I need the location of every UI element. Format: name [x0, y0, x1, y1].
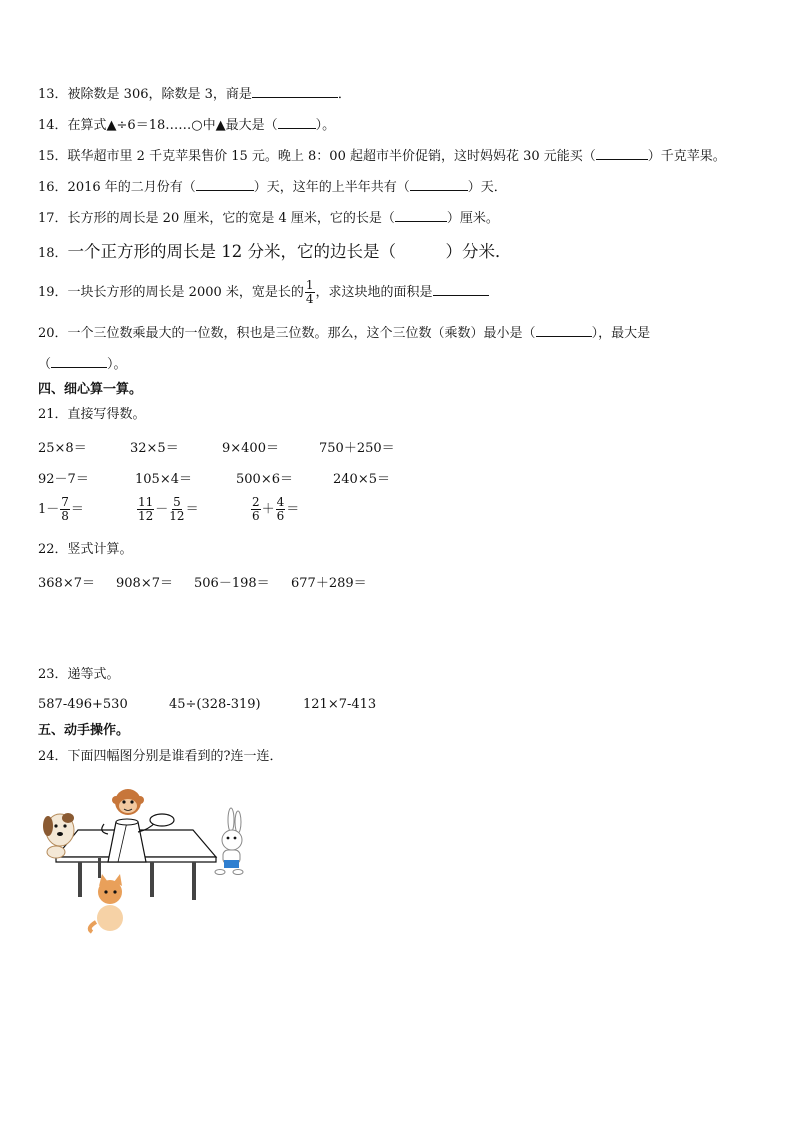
cat-icon [90, 874, 123, 932]
calc-item: 750＋250＝ [319, 441, 395, 456]
calc-item: 240×5＝ [333, 472, 390, 487]
section-title: 四、细心算一算。 [38, 382, 143, 397]
calc-item: 908×7＝ [116, 576, 173, 591]
answer-blank[interactable] [196, 177, 254, 191]
question-24-label: 24．下面四幅图分别是谁看到的?连一连． [38, 749, 283, 764]
calc-item: 25×8＝ [38, 441, 87, 456]
section-title: 五、动手操作。 [38, 723, 130, 738]
question-20-line2: （ ）。 [38, 354, 127, 374]
question-16: 16．2016 年的二月份有（ ）天，这年的上半年共有（ ）天． [38, 177, 507, 197]
question-15: 15．联华超市里 2 千克苹果售价 15 元。晚上 8：00 起超市半价促销，这时妈妈花 30 元能买（ ）千克苹果。 [38, 146, 726, 166]
question-17: 17．长方形的周长是 20 厘米，它的宽是 4 厘米，它的长是（ ）厘米。 [38, 208, 499, 228]
calc-item: 677＋289＝ [291, 576, 367, 591]
table-leg [78, 862, 82, 897]
calc-item: 45÷(328-319) [169, 697, 261, 712]
calc-item: 105×4＝ [135, 472, 192, 487]
table-leg [192, 862, 196, 900]
question-20: 20．一个三位数乘最大的一位数，积也是三位数。那么，这个三位数（乘数）最小是（ ），最大是 [38, 323, 650, 343]
calc-item: 32×5＝ [130, 441, 179, 456]
rabbit-icon [215, 808, 243, 875]
question-23-label: 23．递等式。 [38, 667, 120, 682]
calc-item: 500×6＝ [236, 472, 293, 487]
table-leg [150, 862, 154, 897]
answer-blank[interactable] [433, 282, 489, 296]
calc-item: 368×7＝ [38, 576, 95, 591]
fraction-calc: $\frac{11}{12}$ － $\frac{5}{12}$ ＝ [138, 495, 199, 523]
answer-blank[interactable] [536, 323, 592, 337]
table-scene-illustration [38, 782, 258, 937]
calc-item: 121×7-413 [303, 697, 377, 712]
fraction: $\frac{1}{4}$ [305, 278, 314, 306]
answer-blank[interactable] [278, 115, 316, 129]
question-19: 19．一块长方形的周长是 2000 米，宽是长的 $\frac{1}{4}$ ，求这块地的面积是 [38, 276, 489, 310]
calc-item: 587-496+530 [38, 697, 128, 712]
answer-blank[interactable] [51, 354, 107, 368]
fraction-calc: $\frac{2}{6}$ ＋ $\frac{4}{6}$ ＝ [252, 495, 300, 523]
answer-blank[interactable] [596, 146, 648, 160]
answer-blank[interactable] [252, 84, 338, 98]
calc-item: 9×400＝ [222, 441, 279, 456]
fraction-calc: 1－ $\frac{7}{8}$ ＝ [38, 495, 84, 523]
answer-blank[interactable] [395, 208, 447, 222]
calc-item: 506－198＝ [194, 576, 270, 591]
answer-blank[interactable] [410, 177, 468, 191]
question-21-label: 21．直接写得数。 [38, 407, 146, 422]
calc-item: 92－7＝ [38, 472, 89, 487]
table-leg [98, 858, 101, 878]
question-14: 14．在算式▲÷6＝18……○中▲最大是（ ）。 [38, 115, 335, 135]
question-18: 18．一个正方形的周长是 12 分米，它的边长是（ ）分米． [38, 242, 512, 261]
monkey-icon [112, 789, 144, 815]
question-13: 13．被除数是 306，除数是 3，商是 ． [38, 84, 351, 104]
question-22-label: 22．竖式计算。 [38, 542, 133, 557]
